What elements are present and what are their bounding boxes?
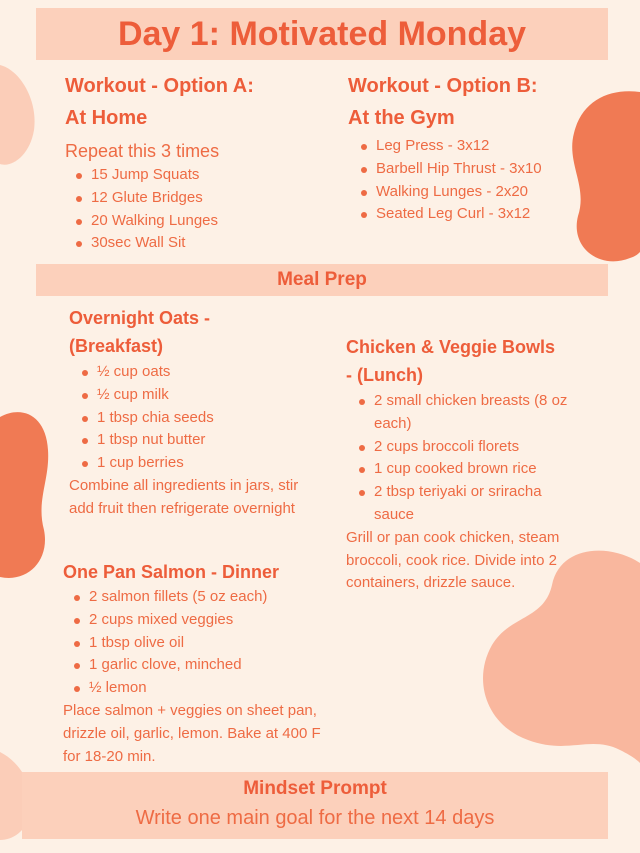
salmon-ingredient-list — [61, 586, 338, 700]
list-item: 2 cups mixed veggies — [61, 609, 338, 632]
list-item: ½ lemon — [61, 677, 338, 700]
list-item: 2 tbsp teriyaki or sriracha sauce — [346, 481, 568, 527]
list-item: Walking Lunges - 2x20 — [348, 181, 588, 204]
blob-left-middle-decoration — [0, 405, 60, 585]
workout-a-subtitle: Repeat this 3 times — [65, 141, 220, 161]
oats-instructions: Combine all ingredients in jars, stir add fruit then refrigerate overnight — [69, 476, 299, 517]
list-item: 15 Jump Squats — [63, 164, 335, 187]
list-item: 1 garlic clove, minched — [61, 654, 338, 677]
chicken-heading-line2: - (Lunch) — [346, 365, 423, 385]
list-item: 2 salmon fillets (5 oz each) — [61, 586, 338, 609]
oats-ingredient-list — [69, 361, 334, 475]
blob-top-left-decoration — [0, 60, 40, 170]
salmon-heading: One Pan Salmon - Dinner — [63, 562, 280, 582]
list-item: 20 Walking Lunges — [63, 210, 335, 233]
chicken-instructions: Grill or pan cook chicken, steam broccoli, cook rice. Divide into 2 containers, drizzle sauce. — [346, 528, 560, 592]
workout-b-heading-line2: At the Gym — [348, 107, 455, 129]
workout-a-heading-line1: Workout - Option A: — [65, 75, 254, 97]
mindset-heading: Mindset Prompt — [243, 778, 387, 799]
workout-option-a — [65, 70, 335, 255]
meal-prep-banner — [36, 264, 608, 296]
list-item: 1 cup cooked brown rice — [346, 458, 568, 481]
chicken-bowls-recipe — [346, 333, 586, 595]
oats-heading-line2: (Breakfast) — [69, 336, 164, 356]
list-item: 2 cups broccoli florets — [346, 436, 568, 459]
list-item: 1 tbsp nut butter — [69, 429, 334, 452]
workout-a-list — [63, 164, 335, 255]
salmon-instructions: Place salmon + veggies on sheet pan, drizzle oil, garlic, lemon. Bake at 400 F for 18-20 min. — [63, 701, 321, 765]
list-item: ½ cup milk — [69, 384, 334, 407]
mindset-prompt: Write one main goal for the next 14 days — [135, 807, 495, 829]
list-item: Seated Leg Curl - 3x12 — [348, 203, 588, 226]
list-item: 12 Glute Bridges — [63, 187, 335, 210]
list-item: 1 tbsp olive oil — [61, 632, 338, 655]
workout-a-heading-line2: At Home — [65, 107, 148, 129]
list-item: ½ cup oats — [69, 361, 334, 384]
workout-b-heading-line1: Workout - Option B: — [348, 75, 538, 97]
list-item: 30sec Wall Sit — [63, 232, 335, 255]
overnight-oats-recipe — [69, 304, 334, 521]
list-item: Leg Press - 3x12 — [348, 135, 588, 158]
page-title: Day 1: Motivated Monday — [117, 15, 527, 53]
title-banner — [36, 8, 608, 60]
list-item: 1 tbsp chia seeds — [69, 407, 334, 430]
workout-b-list — [348, 135, 588, 226]
chicken-ingredient-list — [346, 390, 568, 527]
meal-prep-heading: Meal Prep — [277, 269, 367, 290]
oats-heading-line1: Overnight Oats - — [69, 308, 211, 328]
salmon-recipe — [63, 558, 338, 768]
workout-option-b — [348, 70, 588, 226]
chicken-heading-line1: Chicken & Veggie Bowls — [346, 337, 556, 357]
list-item: 2 small chicken breasts (8 oz each) — [346, 390, 568, 436]
list-item: Barbell Hip Thrust - 3x10 — [348, 158, 588, 181]
list-item: 1 cup berries — [69, 452, 334, 475]
mindset-banner — [22, 772, 608, 839]
